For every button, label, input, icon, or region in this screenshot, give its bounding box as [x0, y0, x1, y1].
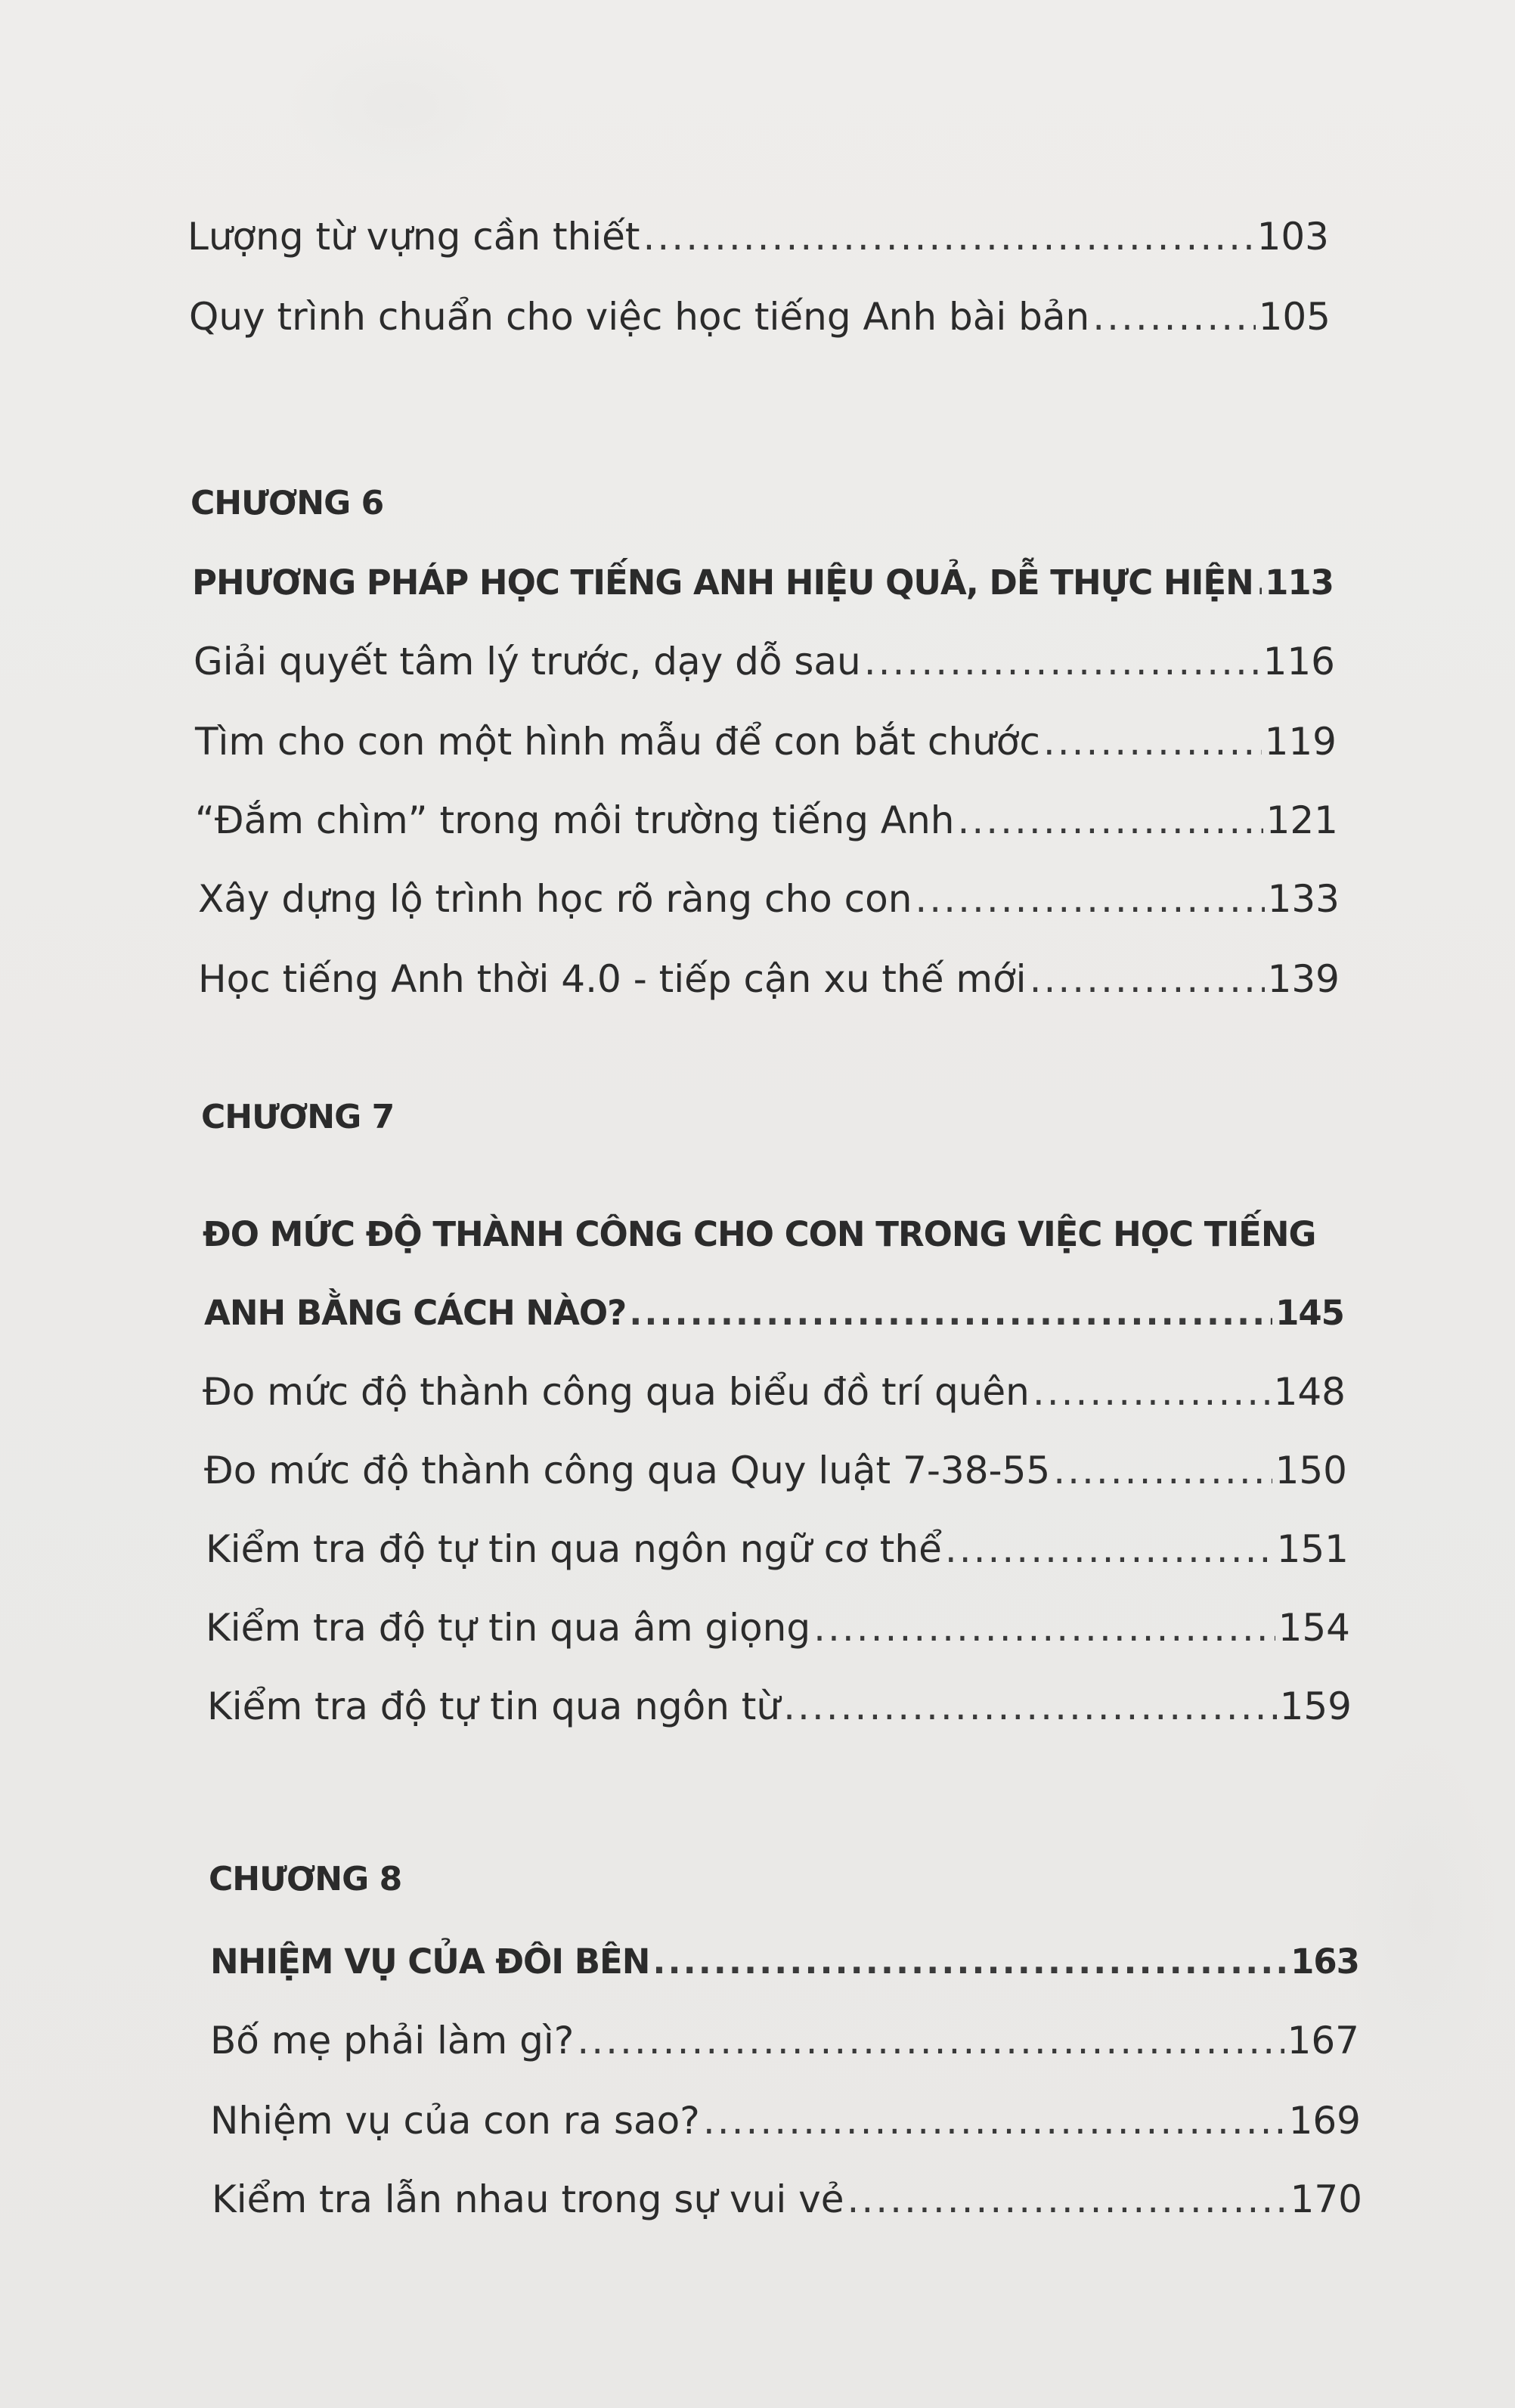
- dot-leader: [1043, 715, 1262, 768]
- toc-entry[interactable]: [189, 290, 1331, 343]
- dot-leader: [945, 1523, 1274, 1576]
- toc-entry-page: 167: [1287, 2019, 1359, 2062]
- dot-leader: [1033, 1365, 1271, 1418]
- chapter-title-entry[interactable]: [192, 556, 1334, 609]
- toc-entry-page: 159: [1279, 1684, 1352, 1728]
- toc-entry[interactable]: [198, 872, 1340, 925]
- toc-entry-title: Kiểm tra độ tự tin qua ngôn từ: [207, 1684, 781, 1728]
- toc-entry-title: Nhiệm vụ của con ra sao?: [210, 2099, 700, 2143]
- toc-entry-title: Đo mức độ thành công qua biểu đồ trí quên: [203, 1370, 1030, 1414]
- toc-entry[interactable]: [187, 210, 1329, 263]
- toc-entry-page: 139: [1267, 957, 1340, 1001]
- toc-entry-page: 121: [1266, 798, 1338, 842]
- toc-entry[interactable]: [204, 1444, 1347, 1497]
- dot-leader: [783, 1680, 1276, 1733]
- toc-entry[interactable]: [198, 953, 1340, 1006]
- dot-leader: [703, 2094, 1286, 2147]
- dot-leader: [813, 1601, 1275, 1654]
- dot-leader: [847, 2173, 1287, 2226]
- toc-entry-page: 105: [1258, 295, 1331, 339]
- toc-entry-page: 150: [1275, 1449, 1347, 1492]
- toc-entry-title: Kiểm tra lẫn nhau trong sự vui vẻ: [212, 2177, 844, 2221]
- toc-entry[interactable]: [210, 2094, 1361, 2147]
- chapter-title-entry[interactable]: [204, 1287, 1344, 1340]
- chapter-heading: CHƯƠNG 6: [191, 484, 384, 522]
- toc-entry[interactable]: [212, 2173, 1362, 2226]
- toc-entry-title: Xây dựng lộ trình học rõ ràng cho con: [198, 877, 912, 921]
- toc-entry-title: “Đắm chìm” trong môi trường tiếng Anh: [195, 798, 955, 842]
- toc-entry-title: Kiểm tra độ tự tin qua ngôn ngữ cơ thể: [206, 1527, 942, 1571]
- toc-entry-page: 148: [1273, 1370, 1346, 1414]
- chapter-heading: CHƯƠNG 7: [201, 1098, 395, 1136]
- toc-entry-page: 169: [1288, 2099, 1361, 2143]
- dot-leader: [957, 794, 1262, 847]
- dot-leader: [864, 635, 1260, 688]
- toc-entry-title: Quy trình chuẩn cho việc học tiếng Anh bài bản: [189, 295, 1090, 339]
- dot-leader: [1053, 1444, 1272, 1497]
- toc-entry-page: 154: [1278, 1606, 1350, 1650]
- toc-entry-title: Bố mẹ phải làm gì?: [210, 2019, 575, 2062]
- toc-entry-page: 163: [1290, 1942, 1359, 1982]
- toc-entry[interactable]: [195, 715, 1337, 768]
- toc-entry-page: 103: [1256, 215, 1329, 259]
- toc-entry-title: Giải quyết tâm lý trước, dạy dỗ sau: [194, 640, 861, 683]
- toc-entry[interactable]: [203, 1365, 1346, 1418]
- toc-entry[interactable]: [194, 635, 1335, 688]
- dot-leader: [577, 2014, 1284, 2067]
- dot-leader: [1030, 953, 1265, 1006]
- dot-leader: [915, 872, 1264, 925]
- chapter-heading: CHƯƠNG 8: [209, 1860, 402, 1898]
- dot-leader: [1256, 556, 1262, 609]
- dot-leader: [652, 1935, 1287, 1988]
- toc-entry-title: Tìm cho con một hình mẫu để con bắt chước: [195, 720, 1040, 764]
- chapter-title-entry[interactable]: [210, 1935, 1359, 1988]
- toc-entry-page: 145: [1275, 1293, 1344, 1333]
- toc-entry-title: PHƯƠNG PHÁP HỌC TIẾNG ANH HIỆU QUẢ, DỄ THỰC HIỆN: [192, 562, 1253, 603]
- toc-entry[interactable]: [207, 1680, 1352, 1733]
- toc-entry-title: Học tiếng Anh thời 4.0 - tiếp cận xu thế mới: [198, 957, 1027, 1001]
- dot-leader: [1092, 290, 1255, 343]
- toc-entry-page: 113: [1265, 562, 1334, 603]
- toc-entry[interactable]: [206, 1601, 1350, 1654]
- toc-entry-title: NHIỆM VỤ CỦA ĐÔI BÊN: [210, 1942, 650, 1982]
- dot-leader: [629, 1287, 1272, 1340]
- toc-entry-title: Kiểm tra độ tự tin qua âm giọng: [206, 1606, 811, 1650]
- toc-entry-title: Đo mức độ thành công qua Quy luật 7-38-55: [204, 1449, 1051, 1492]
- toc-entry-page: 151: [1276, 1527, 1349, 1571]
- toc-entry-page: 119: [1264, 720, 1337, 764]
- toc-entry[interactable]: [206, 1523, 1349, 1576]
- toc-entry-title: Lượng từ vựng cần thiết: [187, 215, 640, 259]
- chapter-title-line: ĐO MỨC ĐỘ THÀNH CÔNG CHO CON TRONG VIỆC HỌC TIẾNG: [203, 1214, 1316, 1254]
- toc-entry-page: 170: [1290, 2177, 1362, 2221]
- toc-entry-page: 116: [1262, 640, 1335, 683]
- dot-leader: [643, 210, 1254, 263]
- toc-entry[interactable]: [210, 2014, 1359, 2067]
- toc-entry[interactable]: [195, 794, 1338, 847]
- toc-entry-title: ANH BẰNG CÁCH NÀO?: [204, 1293, 627, 1333]
- toc-entry-page: 133: [1267, 877, 1340, 921]
